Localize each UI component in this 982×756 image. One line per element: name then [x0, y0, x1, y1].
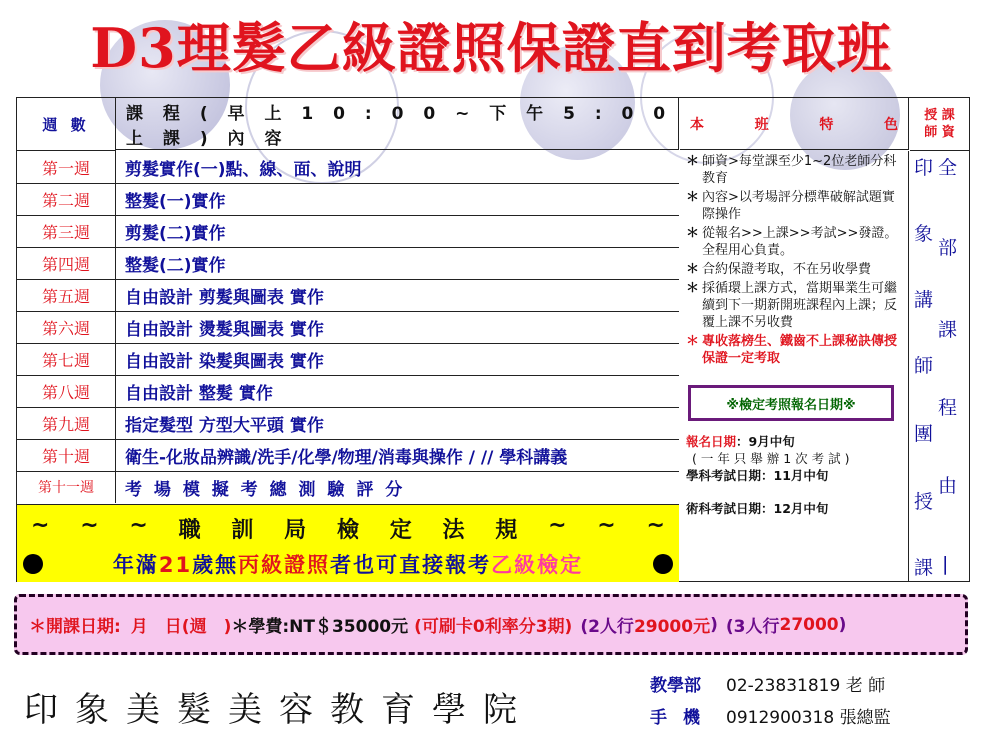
table-row [17, 151, 679, 184]
table-row [17, 183, 679, 216]
teacher-char: 師 [914, 355, 934, 377]
mobile-label: 手機 [650, 708, 716, 728]
feature-item: ＊ 從報名>>上課>>考試>>發證。全程用心負責。 [686, 225, 903, 259]
table-row [17, 279, 679, 312]
fee-label: ＊學費:NT＄35000元 [231, 617, 409, 637]
signup-note: ( 一 年 只 舉 辦 1 次 考 試 ) [692, 451, 850, 466]
content-cell: 整髮(二)實作 [125, 255, 226, 276]
content-cell: 剪髮實作(一)點、線、面、說明 [125, 159, 362, 180]
mobile-phone: 0912900318 張總監 [726, 708, 891, 728]
regulation-char: 職 [178, 518, 201, 543]
table-row [17, 407, 679, 440]
regulation-char: 規 [495, 518, 518, 543]
features-panel [680, 151, 909, 581]
start-date-value: 月 日(週 ) [130, 617, 232, 637]
start-date-label: ＊開課日期: [29, 617, 121, 637]
teacher-char: 課 [938, 319, 958, 341]
regulation-text [113, 549, 583, 579]
week-cell: 第八週 [17, 375, 116, 407]
text-part: 歲無 [192, 553, 239, 577]
regulation-char: 局 [284, 518, 307, 543]
teacher-char: 程 [938, 397, 958, 419]
week-cell: 第四週 [17, 247, 116, 279]
practical-exam-date: 術科考試日期：12月中旬 [686, 501, 829, 516]
bullet-dot-icon [23, 554, 43, 574]
text-part: 年滿 [112, 553, 159, 577]
tilde: ~ [31, 513, 50, 538]
exam-dates [686, 433, 903, 517]
week-cell: 第七週 [17, 343, 116, 375]
teacher-char: 印 [914, 157, 934, 179]
feature-item: ＊ 內容>以考場評分標準破解試題實際操作 [686, 189, 903, 223]
table-row [17, 471, 679, 503]
three-person-close: ) [838, 614, 847, 635]
tilde: ~ [646, 513, 665, 538]
bullet-dot-icon [653, 554, 673, 574]
content-cell: 剪髮(二)實作 [125, 223, 226, 244]
week-header: 週 數 [17, 98, 116, 151]
features-header-char: 色 [883, 116, 898, 133]
teachers-header [910, 98, 969, 151]
week-cell: 第二週 [17, 183, 116, 215]
tilde: ~ [597, 513, 616, 538]
table-row [17, 343, 679, 376]
teacher-char: 象 [914, 223, 934, 245]
teacher-char: 部 [938, 237, 958, 259]
signup-label: 報名日期 [686, 434, 737, 449]
teachers-header-line: 授 課 [924, 108, 955, 123]
course-header: 課 程 ( 早 上 1 0 : 0 0 ~ 下 午 5 : 0 0 上 課 ) 內 容 [116, 98, 679, 150]
features-header-char: 班 [754, 116, 769, 133]
cert-b: 乙級檢定 [491, 553, 584, 577]
teacher-char: 團 [914, 423, 934, 445]
text-part: 者也可直接報考 [330, 553, 492, 577]
course-table [16, 97, 970, 582]
tilde: ~ [129, 513, 148, 538]
contact-info [650, 670, 891, 734]
tilde: ~ [80, 513, 99, 538]
two-person-price: 29000元 [633, 617, 711, 637]
teacher-char: 課 [914, 557, 934, 579]
feature-item: ＊ 合約保證考取，不在另收學費 [686, 261, 903, 278]
dept-phone: 02-23831819 老 師 [726, 676, 886, 696]
week-cell: 第三週 [17, 215, 116, 247]
content-cell: 自由設計 燙髮與圖表 實作 [125, 319, 324, 340]
teacher-char: 由 [938, 475, 958, 497]
age-value: 21 [158, 553, 193, 577]
written-exam-date: 學科考試日期：11月中旬 [686, 468, 829, 483]
table-row [17, 215, 679, 248]
school-name: 印象美髮美容教育學院 [24, 690, 534, 730]
exam-signup-box: ※檢定考照報名日期※ [688, 385, 894, 421]
teachers-panel [910, 151, 969, 581]
enrollment-banner [14, 594, 968, 655]
week-cell: 第十週 [17, 439, 116, 471]
content-cell: 指定髮型 方型大平頭 實作 [125, 415, 324, 436]
table-row [17, 375, 679, 408]
content-cell: 整髮(一)實作 [125, 191, 226, 212]
content-cell: 自由設計 剪髮與圖表 實作 [125, 287, 324, 308]
dept-contact [650, 670, 891, 702]
table-row [17, 439, 679, 472]
week-cell: 第五週 [17, 279, 116, 311]
feature-item: ＊ 採循環上課方式，當期畢業生可繼續到下一期新開班課程內上課；反覆上課不另收費 [686, 280, 903, 331]
content-cell: 自由設計 整髮 實作 [125, 383, 273, 404]
regulation-panel [17, 504, 679, 582]
features-header-char: 特 [819, 116, 834, 133]
three-person-price: 27000 [779, 614, 839, 635]
card-installment: (可刷卡0利率分3期) [414, 617, 573, 637]
tilde: ~ [548, 513, 567, 538]
regulation-char: 定 [389, 518, 412, 543]
week-cell: 第六週 [17, 311, 116, 343]
feature-highlight: ＊ 專收落榜生、鐵齒不上課秘訣傳授保證一定考取 [686, 333, 903, 367]
regulation-title [17, 513, 679, 544]
week-cell: 第一週 [17, 151, 116, 183]
features-header-char: 本 [690, 116, 704, 133]
regulation-line [17, 549, 679, 579]
signup-date [686, 433, 903, 450]
mobile-contact [650, 702, 891, 734]
content-cell: 考 場 模 擬 考 總 測 驗 評 分 [125, 479, 406, 500]
content-cell: 自由設計 染髮與圖表 實作 [125, 351, 324, 372]
teacher-char: 授 [914, 491, 934, 513]
regulation-char: 法 [442, 518, 465, 543]
teachers-header-line: 師 資 [924, 125, 955, 140]
teacher-char: 講 [914, 289, 934, 311]
feature-item: ＊ 師資>每堂課至少1~2位老師分科教育 [686, 153, 903, 187]
regulation-char: 檢 [336, 518, 359, 543]
content-cell: 衛生-化妝品辨識/洗手/化學/物理/消毒與操作 / // 學科講義 [125, 447, 568, 468]
cert-c: 丙級證照 [238, 553, 331, 577]
signup-value: ：9月中旬 [736, 434, 795, 449]
three-person-open: (3人行 [725, 617, 780, 637]
week-cell: 第十一週 [17, 471, 116, 503]
regulation-char: 訓 [231, 518, 254, 543]
two-person-close: ) [710, 614, 718, 635]
week-cell: 第九週 [17, 407, 116, 439]
features-header [680, 98, 909, 150]
table-row [17, 247, 679, 280]
teacher-char: | [942, 553, 949, 575]
dept-label: 教學部 [650, 676, 701, 696]
two-person-open: (2人行 [580, 617, 634, 637]
page-title: D3理髮乙級證照保證直到考取班 [90, 16, 892, 80]
table-row [17, 311, 679, 344]
teacher-char: 全 [938, 157, 958, 179]
